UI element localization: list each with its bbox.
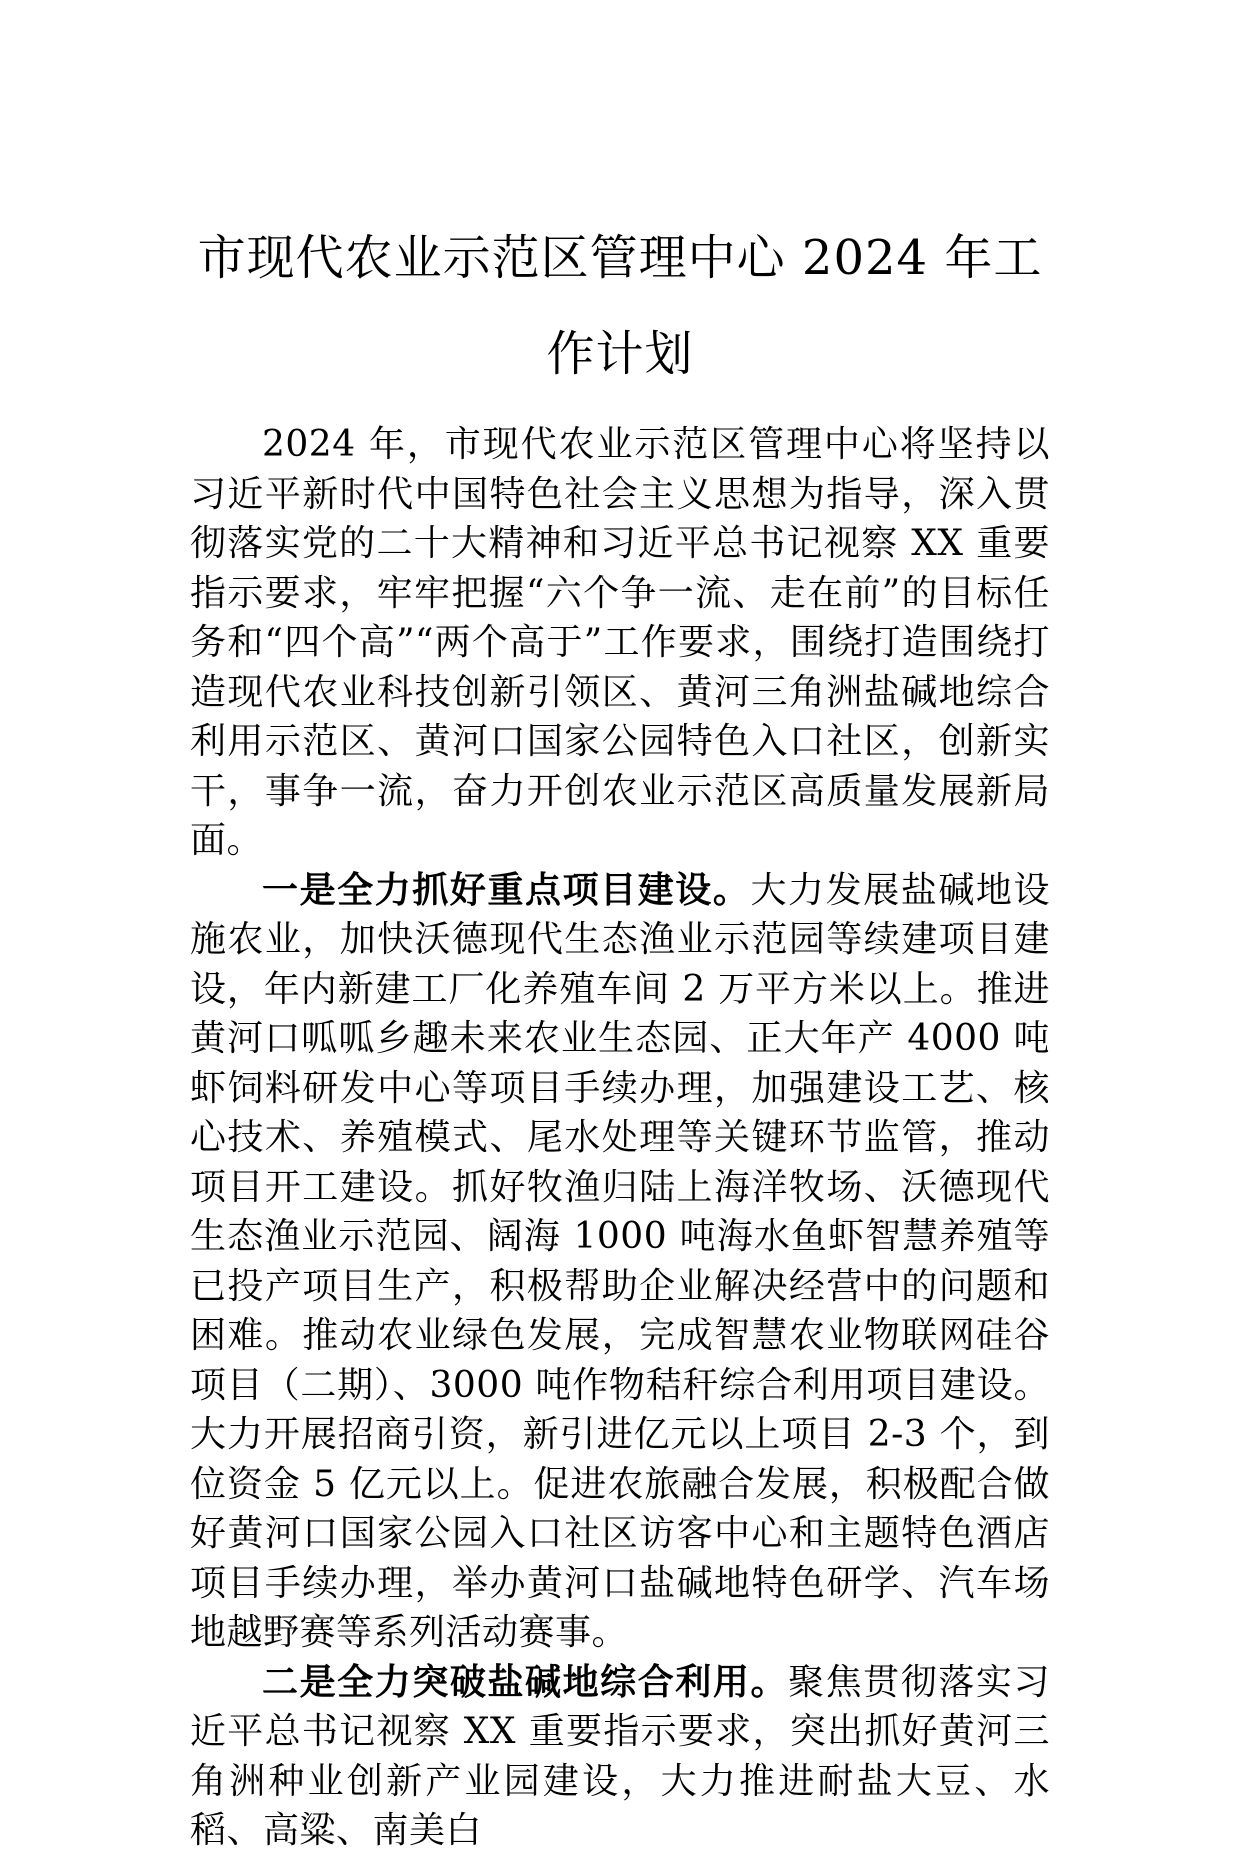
intro-paragraph xyxy=(190,420,1050,866)
document-title: 市现代农业示范区管理中心 2024 年工作计划 xyxy=(197,230,1043,382)
section-one-paragraph xyxy=(190,866,1050,1658)
document-body xyxy=(190,420,1050,1856)
paragraph-text: 2024 年，市现代农业示范区管理中心将坚持以习近平新时代中国特色社会主义思想为指导，深入贯彻落实党的二十大精神和习近平总书记视察 XX 重要指示要求，牢牢把握“六个争一流、走在前”的目标任务和“四个高”“两个高于”工作要求，围绕打造围绕打造现代农业科技创新引领区、黄河三角洲盐碱地综合利用示范区、黄河口国家公园特色入口社区，创新实干，事争一流，奋力开创农业示范区高质量发展新局面。 xyxy=(190,424,1050,861)
section-one-text: 大力发展盐碱地设施农业，加快沃德现代生态渔业示范园等续建项目建设，年内新建工厂化养殖车间 2 万平方米以上。推进黄河口呱呱乡趣未来农业生态园、正大年产 4000 吨虾饲料研发中心等项目手续办理，加强建设工艺、核心技术、养殖模式、尾水处理等关键环节监管，推动项目开工建设。抓好牧渔归陆上海洋牧场、沃德现代生态渔业示范园、阔海 1000 吨海水鱼虾智慧养殖等已投产项目生产，积极帮助企业解决经营中的问题和困难。推动农业绿色发展，完成智慧农业物联网硅谷项目（二期）、3000 吨作物秸秆综合利用项目建设。大力开展招商引资，新引进亿元以上项目 2-3 个，到位资金 5 亿元以上。促进农旅融合发展，积极配合做好黄河口国家公园入口社区访客中心和主题特色酒店项目手续办理，举办黄河口盐碱地特色研学、汽车场地越野赛等系列活动赛事。 xyxy=(190,869,1050,1653)
section-one-heading: 一是全力抓好重点项目建设。 xyxy=(262,869,751,911)
section-two-text: 聚焦贯彻落实习近平总书记视察 XX 重要指示要求，突出抓好黄河三角洲种业创新产业园建设，大力推进耐盐大豆、水稻、高粱、南美白 xyxy=(190,1661,1050,1851)
section-two-paragraph xyxy=(190,1658,1050,1856)
section-two-heading: 二是全力突破盐碱地综合利用。 xyxy=(262,1661,789,1703)
